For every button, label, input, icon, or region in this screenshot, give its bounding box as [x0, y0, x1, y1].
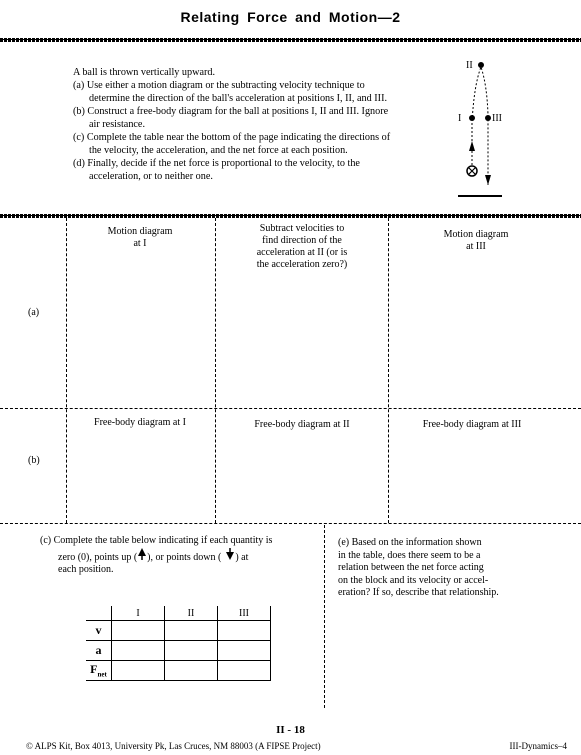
table-col-III: III — [218, 606, 271, 621]
ball-trajectory-diagram — [450, 55, 512, 200]
problem-part-d: (d) Finally, decide if the net force is proportional to the velocity, to the acceleration, or to neither one. — [73, 158, 360, 182]
footer-section-id: III-Dynamics–4 — [509, 741, 567, 751]
table-cell[interactable] — [218, 641, 271, 661]
fnet-subscript: net — [97, 670, 107, 679]
fbd-I-header: Free-body diagram at I — [94, 417, 186, 428]
table-row-fnet — [86, 661, 271, 681]
problem-part-b: (b) Construct a free-body diagram for the ball at positions I, II and III. Ignore air resistance. — [73, 106, 389, 130]
grid-divider-3 — [388, 218, 389, 523]
up-arrow-icon — [137, 548, 147, 565]
section-c-line-2a: zero (0), points up ( — [58, 551, 138, 563]
problem-part-a: (a) Use either a motion diagram or the subtracting velocity technique to determine the direction of the ball's acceleration at positions I, II, and III. — [73, 80, 388, 104]
page-number: II - 18 — [276, 724, 305, 736]
table-row-label-v: v — [86, 621, 112, 641]
table-row-a — [86, 641, 271, 661]
row-label-a: (a) — [28, 307, 40, 318]
table-corner — [86, 606, 112, 621]
grid-divider-1 — [66, 218, 67, 523]
table-cell[interactable] — [112, 621, 165, 641]
position-label-I: I — [458, 113, 462, 124]
table-cell[interactable] — [218, 621, 271, 641]
table-cell[interactable] — [165, 621, 218, 641]
section-a-divider — [0, 214, 581, 218]
table-row-v — [86, 621, 271, 641]
table-row-label-fnet — [86, 661, 112, 681]
fnet-symbol: F — [90, 662, 98, 677]
up-arrowhead-icon — [469, 141, 475, 151]
top-divider — [0, 38, 581, 42]
section-c-line-2b: ), or points down ( — [147, 551, 222, 563]
position-label-III: III — [492, 113, 502, 124]
position-II-dot — [478, 62, 484, 68]
table-cell[interactable] — [112, 641, 165, 661]
quantity-table — [86, 606, 271, 681]
section-c-text — [40, 535, 325, 577]
table-header-row — [86, 606, 271, 621]
section-e-text: (e) Based on the information shown in the table, does there seem to be a relation between the net force acting on the block and its velocity or accel- eration? If so, describe that relationship. — [338, 537, 499, 598]
row-label-b: (b) — [28, 455, 40, 466]
section-c-line-2 — [40, 548, 325, 565]
table-cell[interactable] — [112, 661, 165, 681]
table-cell[interactable] — [165, 641, 218, 661]
position-label-II: II — [466, 60, 473, 71]
problem-statement — [73, 66, 393, 183]
fbd-III-header: Free-body diagram at III — [422, 419, 522, 430]
section-c-line-1: (c) Complete the table below indicating if each quantity is — [40, 535, 273, 546]
fbd-II-header: Free-body diagram at II — [254, 419, 350, 430]
table-cell[interactable] — [218, 661, 271, 681]
grid-divider-2 — [215, 218, 216, 523]
section-b-divider — [0, 408, 581, 409]
table-row-label-a: a — [86, 641, 112, 661]
table-col-I: I — [112, 606, 165, 621]
problem-part-c: (c) Complete the table near the bottom of the page indicating the directions of the velocity, the acceleration, and the net force at each position. — [73, 132, 391, 156]
section-c-line-2c: ) at — [235, 551, 249, 563]
section-c-line-3: each position. — [58, 564, 114, 575]
motion-diagram-I-header: Motion diagram at I — [107, 226, 173, 249]
section-c-divider — [0, 523, 581, 524]
table-col-II: II — [165, 606, 218, 621]
page-title: Relating Force and Motion—2 — [180, 9, 401, 25]
down-arrow-icon — [221, 548, 235, 565]
down-arrowhead-icon — [485, 175, 491, 185]
table-cell[interactable] — [165, 661, 218, 681]
subtract-velocities-header: Subtract velocities to find direction of the acceleration at II (or is the acceleration zero?) — [256, 223, 348, 270]
motion-diagram-III-header: Motion diagram at III — [443, 229, 509, 252]
problem-lead: A ball is thrown vertically upward. — [73, 67, 216, 78]
footer-copyright: © ALPS Kit, Box 4013, University Pk, Las Cruces, NM 88003 (A FIPSE Project) — [26, 741, 321, 751]
